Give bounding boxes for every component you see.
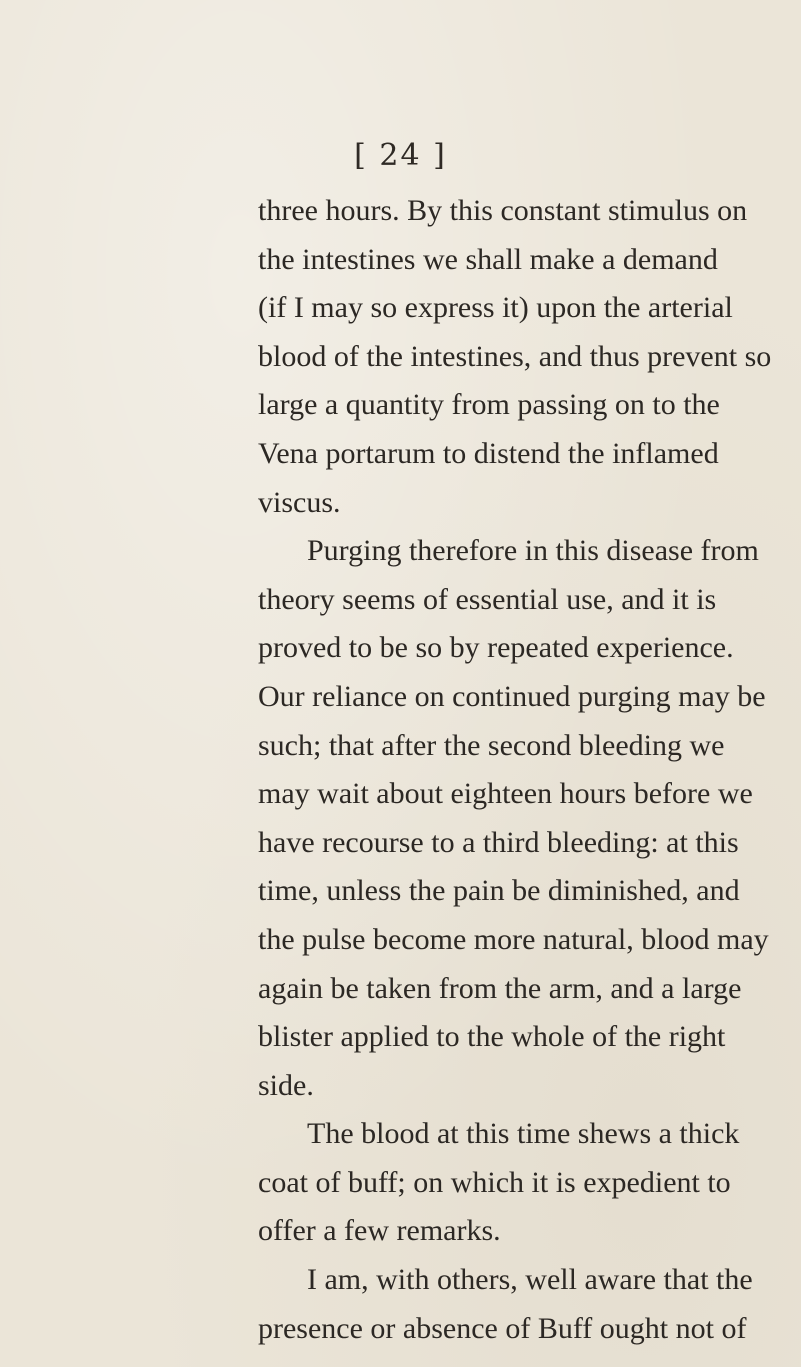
text-line: presence or absence of Buff ought not of	[258, 1311, 747, 1345]
text-line: viscus.	[258, 485, 341, 519]
text-line: may wait about eighteen hours before we	[258, 777, 753, 811]
text-line: side.	[258, 1068, 314, 1102]
text-line: large a quantity from passing on to the	[258, 388, 720, 422]
paragraph-start: Purging therefore in this disease from	[307, 534, 759, 568]
text-line: have recourse to a third bleeding: at this	[258, 825, 739, 859]
text-line: blister applied to the whole of the right	[258, 1020, 726, 1054]
text-line: offer a few remarks.	[258, 1214, 501, 1248]
text-line: such; that after the second bleeding we	[258, 728, 725, 762]
paragraph-start: I am, with others, well aware that the	[307, 1263, 753, 1297]
text-line: again be taken from the arm, and a large	[258, 971, 742, 1005]
text-line: Our reliance on continued purging may be	[258, 679, 766, 713]
text-line: three hours. By this constant stimulus on	[258, 194, 748, 227]
text-line: the intestines we shall make a demand	[258, 242, 718, 276]
body-text	[258, 187, 772, 1353]
text-line: coat of buff; on which it is expedient to	[258, 1165, 731, 1199]
text-line: time, unless the pain be diminished, and	[258, 874, 740, 908]
text-line: the pulse become more natural, blood may	[258, 922, 769, 956]
text-line: (if I may so express it) upon the arterial	[258, 291, 733, 325]
text-line: Vena portarum to distend the inflamed	[258, 436, 719, 470]
text-line: blood of the intestines, and thus prevent so	[258, 339, 772, 373]
text-line: theory seems of essential use, and it is	[258, 582, 717, 616]
paragraph-start: The blood at this time shews a thick	[307, 1117, 740, 1151]
page-number: [ 24 ]	[354, 138, 447, 173]
text-line: proved to be so by repeated experience.	[258, 631, 734, 665]
